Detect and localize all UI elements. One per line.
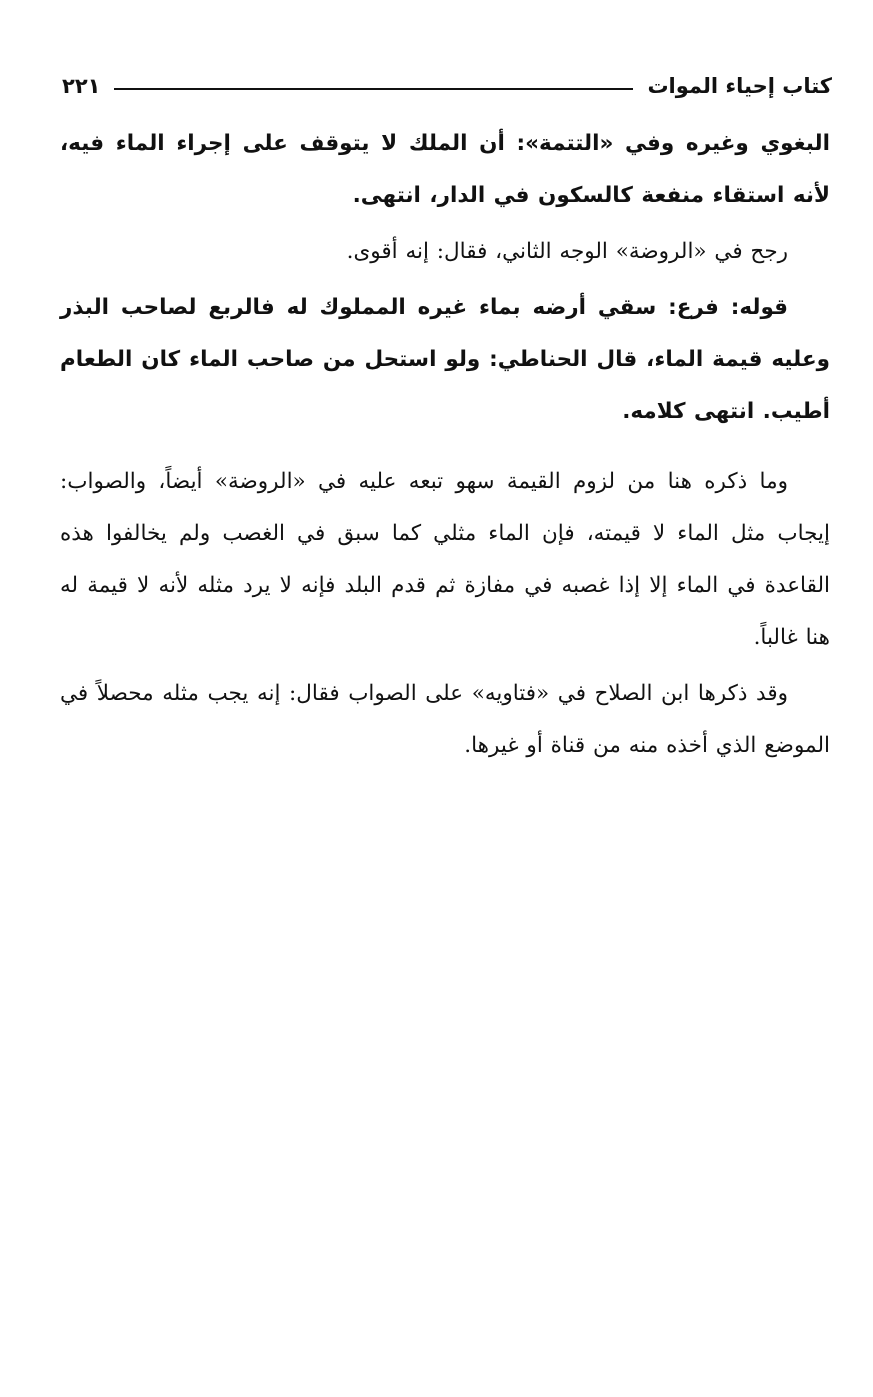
paragraph-continuation: البغوي وغيره وفي «التتمة»: أن الملك لا يتوقف على إجراء الماء فيه، لأنه استقاء منفعة كالسكون في الدار، انتهى.: [60, 131, 830, 208]
chapter-title: كتاب إحياء الموات: [647, 74, 832, 98]
page-number: ٢٢١: [62, 74, 101, 98]
paragraph-commentary: رجح في «الروضة» الوجه الثاني، فقال: إنه أقوى.: [346, 239, 788, 264]
header-rule: [114, 88, 633, 90]
paragraph-commentary: وقد ذكرها ابن الصلاح في «فتاويه» على الصواب فقال: إنه يجب مثله محصلاً في الموضع الذي أخذه منه من قناة أو غيرها.: [60, 681, 830, 758]
paragraph-commentary: وما ذكره هنا من لزوم القيمة سهو تبعه عليه في «الروضة» أيضاً، والصواب: إيجاب مثل الماء لا قيمته، فإن الماء مثلي كما سبق في الغصب ولم يخالفوا هذه القاعدة في الماء إلا إذا غصبه في مفازة ثم قدم البلد فإنه لا يرد مثله لأنه لا قيمة له هنا غالباً.: [60, 469, 830, 650]
body-text: [60, 118, 830, 772]
paragraph-quoted-text: قوله: فرع: سقي أرضه بماء غيره المملوك له فالربع لصاحب البذر وعليه قيمة الماء، قال الحناطي: ولو استحل من صاحب الماء كان الطعام أطيب. انتهى كلامه.: [60, 295, 830, 424]
running-header: [62, 62, 832, 110]
